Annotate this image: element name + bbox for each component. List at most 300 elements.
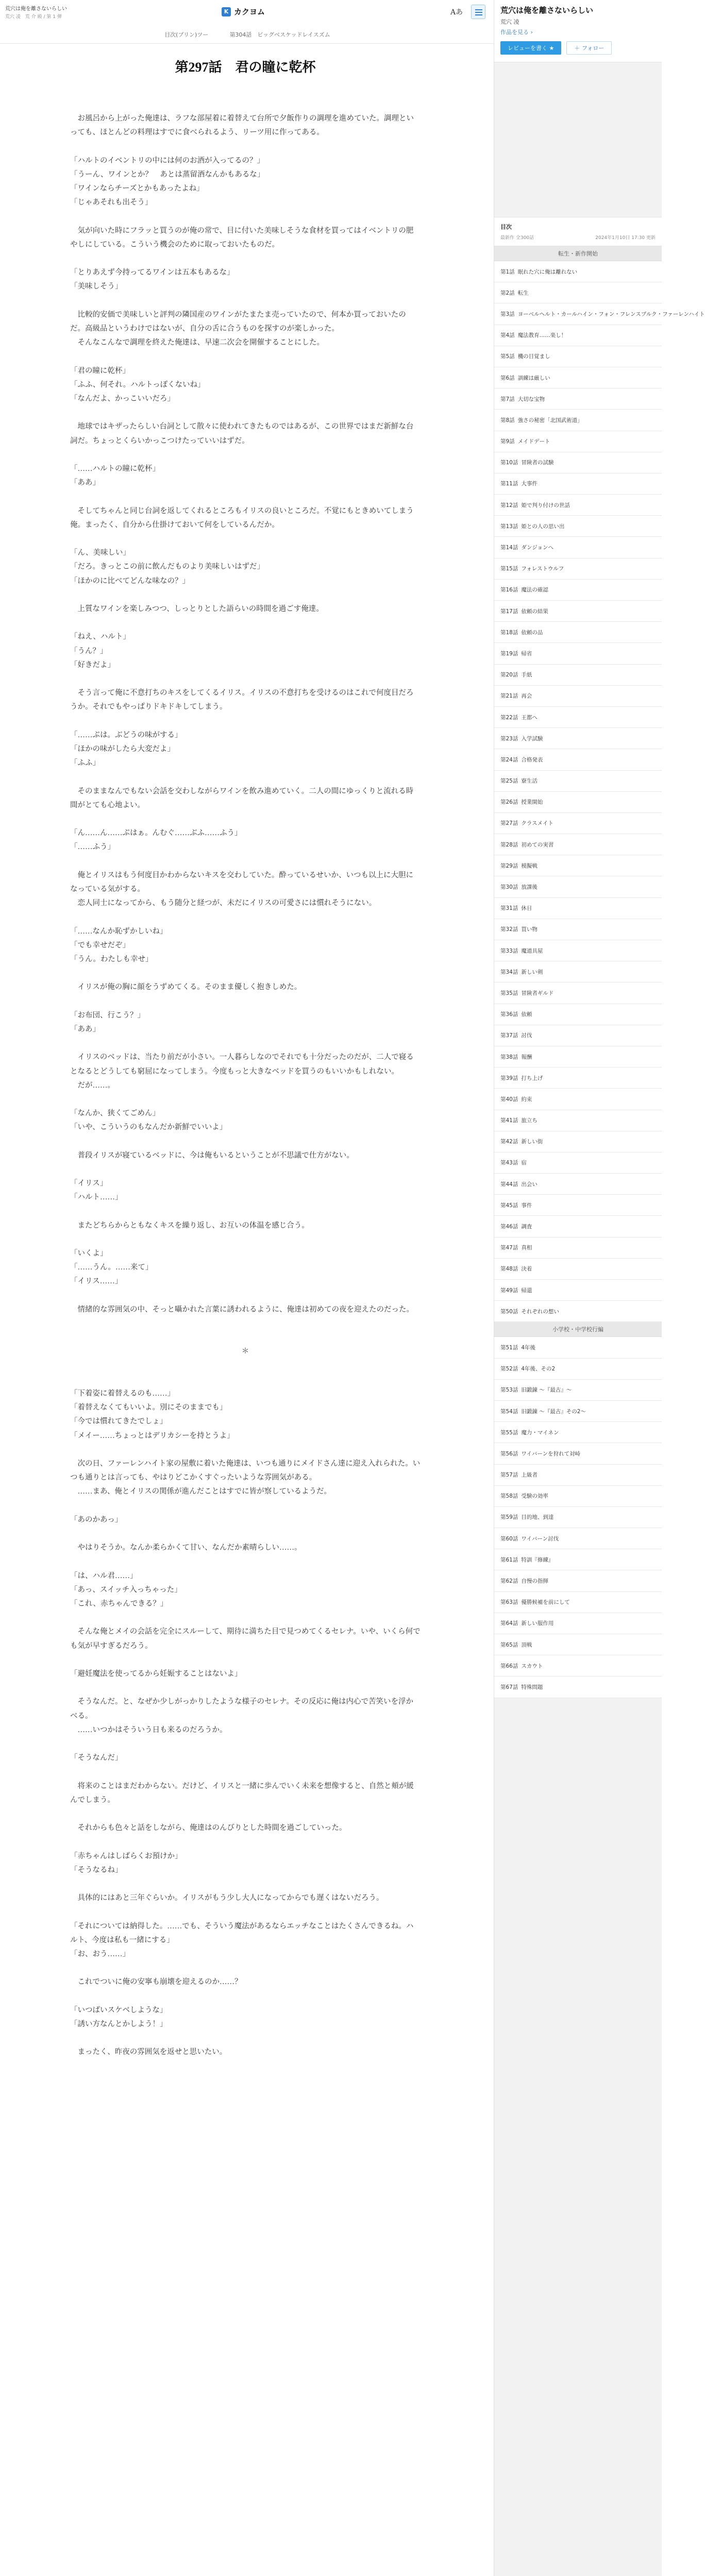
paragraph: 「メイー……ちょっとはデリカシーを持とうよ」 xyxy=(70,1431,234,1440)
toc-item[interactable] xyxy=(494,1280,662,1301)
sidebar xyxy=(494,0,705,2576)
toc-item-title: 休日 xyxy=(521,905,532,912)
paragraph xyxy=(70,616,421,630)
paragraph xyxy=(70,855,421,869)
toc-item-number: 第22話 xyxy=(500,714,518,721)
toc-item-number: 第65話 xyxy=(500,1641,518,1648)
toc-item[interactable] xyxy=(494,982,662,1004)
toc-item-number: 第51話 xyxy=(500,1344,518,1351)
toc-item-number: 第44話 xyxy=(500,1181,518,1188)
toc-item-title: 魔力・マイネン xyxy=(521,1429,559,1436)
site-name: カクヨム xyxy=(234,7,265,16)
paragraph: 「じゃあそれも出そう」 xyxy=(70,198,153,207)
toc-item-number: 第36話 xyxy=(500,1011,518,1018)
toc-item[interactable] xyxy=(494,1238,662,1259)
toc-item-number: 第14話 xyxy=(500,545,518,551)
toc-item-number: 第57話 xyxy=(500,1472,518,1479)
review-button[interactable]: レビューを書く ★ xyxy=(500,41,561,55)
header-work-info[interactable] xyxy=(5,4,149,20)
paragraph: 「……うん。……来て」 xyxy=(70,1263,153,1272)
toc-item-title: 出会い xyxy=(521,1181,538,1188)
paragraph: 「下着姿に着替えるのも……」 xyxy=(70,1389,175,1398)
toc-item[interactable] xyxy=(494,325,662,346)
toc-item-title: 転生 xyxy=(517,290,529,296)
toc-item-number: 第49話 xyxy=(500,1287,518,1294)
toc-item-title: 約束 xyxy=(521,1096,532,1103)
toc-item[interactable] xyxy=(494,1046,662,1067)
paragraph: 「ああ」 xyxy=(70,1025,100,1033)
toc-item-number: 第43話 xyxy=(500,1160,518,1166)
toc-meta-count: 最新作 全300話 xyxy=(500,235,534,241)
toc-item-title: 旧鍛錬 ～『最古』～ xyxy=(521,1387,572,1394)
toc-item[interactable] xyxy=(494,495,662,516)
toc-item-title: 姫で判り付けの世話 xyxy=(521,502,570,509)
toc-item-title: メイドデート xyxy=(517,438,550,445)
toc-item-number: 第7話 xyxy=(500,396,515,402)
toc-section-head-2: 小学校・中学校行編 xyxy=(494,1322,662,1337)
toc-item-title: 新しい街 xyxy=(521,1139,543,1145)
paragraph: 情緒的な雰囲気の中、そっと囁かれた言葉に誘われるように、俺達は初めての夜を迎えたのだった。 xyxy=(70,1305,414,1314)
paragraph: またどちらからともなくキスを繰り返し、お互いの体温を感じ合う。 xyxy=(70,1221,309,1230)
paragraph xyxy=(70,1765,421,1779)
paragraph: だが……。 xyxy=(70,1081,115,1090)
paragraph: 「これ、赤ちゃんできる？」 xyxy=(70,1600,168,1608)
toc-item-title: 眠れた穴に俺は離れない xyxy=(517,268,578,275)
toc-item-title: 依頼の結果 xyxy=(521,608,548,615)
paragraph xyxy=(70,1135,421,1149)
toc-item-title: 特訓『修練』 xyxy=(521,1556,554,1563)
toc-item-number: 第9話 xyxy=(500,438,515,445)
toc-item[interactable] xyxy=(494,1195,662,1216)
paragraph: 「ほかのに比べてどんな味なの？」 xyxy=(70,577,190,585)
sidebar-actions xyxy=(500,41,656,55)
toc-item-title: 王都へ xyxy=(521,714,538,721)
toc-item-title: 頂戦 xyxy=(521,1641,532,1648)
episode-text xyxy=(70,112,421,2060)
font-settings-button[interactable]: Aあ xyxy=(450,8,463,16)
toc-item[interactable] xyxy=(494,940,662,961)
toc-item-number: 第26話 xyxy=(500,799,518,806)
paragraph xyxy=(70,1835,421,1849)
toc-item[interactable] xyxy=(494,1259,662,1280)
paragraph xyxy=(70,1653,421,1667)
paragraph: 「ハルト……」 xyxy=(70,1193,123,1202)
paragraph xyxy=(70,1807,421,1821)
paragraph: そんな俺とメイの会話を完全にスルーして、期待に満ちた目で見つめてくるセレナ。いや、いくら何でも気が早すぎるだろう。 xyxy=(70,1628,421,1650)
paragraph: 「うーん、ワインとか？ あとは蒸留酒なんかもあるな」 xyxy=(70,170,265,179)
paragraph: 「着替えなくてもいいよ。別にそのままでも」 xyxy=(70,1403,227,1412)
toc-item-title: 優勝候補を前にして xyxy=(521,1599,570,1606)
toc-item-number: 第16話 xyxy=(500,587,518,594)
toc-item[interactable] xyxy=(494,1025,662,1046)
toc-item-number: 第6話 xyxy=(500,375,515,381)
paragraph: そう言って俺に不意打ちのキスをしてくるイリス。イリスの不意打ちを受けるのはこれで何度目だろうか。それでもやっぱりドキドキしてしまう。 xyxy=(70,689,414,711)
toc-item-number: 第21話 xyxy=(500,693,518,700)
toc-item-number: 第53話 xyxy=(500,1387,518,1394)
paragraph xyxy=(70,1555,421,1569)
paragraph: 「ねえ、ハルト」 xyxy=(70,633,130,641)
paragraph: 「……なんか恥ずかしいね」 xyxy=(70,927,167,936)
toc-item[interactable] xyxy=(494,1486,662,1507)
toc-item[interactable] xyxy=(494,1216,662,1237)
toc-item[interactable] xyxy=(494,1613,662,1634)
paragraph xyxy=(70,1499,421,1513)
toc-item[interactable] xyxy=(494,1676,662,1698)
toc-item-number: 第20話 xyxy=(500,672,518,679)
paragraph xyxy=(70,1373,421,1387)
toc-item-number: 第2話 xyxy=(500,290,515,296)
toc-item-title: 寮生活 xyxy=(521,778,538,785)
paragraph xyxy=(70,1359,421,1373)
toc-item-title: 強さの秘密「北国武術道」 xyxy=(517,417,583,423)
paragraph: 「ん……ん……ぷはぁ。んむぐ……ぶふ……ふう」 xyxy=(70,829,242,838)
toc-item-title: 4年後、その2 xyxy=(521,1366,556,1372)
paragraph xyxy=(70,1961,421,1975)
toc-item[interactable] xyxy=(494,749,662,770)
toc-item-title: 買い物 xyxy=(521,926,538,933)
toc-label: 目次 xyxy=(500,224,512,230)
toc-item[interactable] xyxy=(494,1004,662,1025)
toc-item[interactable] xyxy=(494,813,662,834)
toc-item-title: 新しい服作用 xyxy=(521,1620,554,1627)
toc-item[interactable] xyxy=(494,1131,662,1153)
toc-item-number: 第58話 xyxy=(500,1493,518,1500)
paragraph: 恋人同士になってから、もう随分と経つが、未だにイリスの可愛さには慣れそうにない。 xyxy=(70,899,377,908)
paragraph: そのままなんでもない会話を交わしながらワインを飲み進めていく。二人の間にゆっくりと流れる時間がとても心地よい。 xyxy=(70,787,414,809)
sidebar-work-title[interactable]: 荒穴は俺を離さないらしい xyxy=(500,6,594,15)
toc-item-title: 真相 xyxy=(521,1245,532,1251)
paragraph: 具体的にはあと三年ぐらいか。イリスがもう少し大人になってからでも遅くはないだろう。 xyxy=(70,1894,384,1903)
paragraph xyxy=(70,1289,421,1303)
toc-item-title: 訓練は厳しい xyxy=(517,375,550,381)
paragraph: 将来のことはまだわからない。だけど、イリスと一緒に歩んでいく未来を想像すると、自然と頬が緩んでしまう。 xyxy=(70,1782,414,1804)
kakuyomu-logo-icon: K xyxy=(222,7,231,16)
toc-item-number: 第29話 xyxy=(500,862,518,869)
toc-item-title: 放課後 xyxy=(521,884,538,891)
toc-item-title: フォレストウルフ xyxy=(521,566,564,572)
paragraph xyxy=(70,770,421,784)
paragraph: 「は、ハル君……」 xyxy=(70,1571,138,1580)
episode-nav xyxy=(0,29,495,41)
paragraph xyxy=(70,715,421,728)
sidebar-work-link[interactable]: 作品を見る › xyxy=(500,29,533,36)
toc-item[interactable] xyxy=(494,282,662,303)
paragraph: 「……ふう」 xyxy=(70,843,115,852)
toc-item-title: ワイバーンを狩れて対峙 xyxy=(521,1450,581,1457)
toc-item-number: 第37話 xyxy=(500,1032,518,1039)
toc-item-number: 第67話 xyxy=(500,1684,518,1690)
paragraph: 「ワインならチーズとかもあったよね」 xyxy=(70,184,204,193)
toc-item[interactable] xyxy=(494,1301,662,1322)
toc-item[interactable] xyxy=(494,728,662,749)
paragraph: 「うん？」 xyxy=(70,647,108,655)
paragraph xyxy=(70,1093,421,1107)
paragraph xyxy=(70,1233,421,1247)
toc-item[interactable] xyxy=(494,473,662,495)
paragraph: 「ほかの味がしたら大変だよ」 xyxy=(70,744,175,753)
paragraph xyxy=(70,910,421,924)
toc-item-number: 第59話 xyxy=(500,1514,518,1521)
toc-item-number: 第48話 xyxy=(500,1266,518,1273)
paragraph: そしてちゃんと同じ台詞を返してくれるところもイリスの良いところだ。不覚にもときめいてしまう俺。まったく、自分から仕掛けておいて何をしているんだか。 xyxy=(70,506,414,529)
toc-item-number: 第24話 xyxy=(500,756,518,763)
toc-info xyxy=(494,217,662,246)
toc-item[interactable] xyxy=(494,1359,662,1380)
paragraph: 「お、おう……」 xyxy=(70,1950,130,1958)
paragraph: やはりそうか。なんか柔らかくて甘い、なんだか素晴らしい……。 xyxy=(70,1544,302,1552)
paragraph: 「誘い方なんとかしよう！」 xyxy=(70,2020,167,2028)
paragraph: 「だろ。きっとこの前に飲んだものより美味しいはずだ」 xyxy=(70,563,264,571)
paragraph: 「赤ちゃんはしばらくお預けか」 xyxy=(70,1852,182,1860)
paragraph xyxy=(70,995,421,1009)
toc-item-title: 合格発表 xyxy=(521,756,543,763)
toc-item-title: 旅立ち xyxy=(521,1117,538,1124)
toc-item-title: 手紙 xyxy=(521,672,532,679)
toc-item-title: 宿 xyxy=(521,1160,527,1166)
toc-item[interactable] xyxy=(494,346,662,367)
toc-item-number: 第34話 xyxy=(500,969,518,975)
toc-item-title: 初めての実習 xyxy=(521,841,554,848)
toc-item-title: 旧鍛錬 ～『最古』その2～ xyxy=(521,1408,586,1415)
toc-item-number: 第4話 xyxy=(500,332,515,339)
toc-item-title: 大事件 xyxy=(521,481,538,487)
toc-item-title: 入学試験 xyxy=(521,735,543,742)
paragraph: 「……ハルトの瞳に乾杯」 xyxy=(70,464,160,473)
toc-list-2 xyxy=(494,1337,662,1698)
toc-item-number: 第39話 xyxy=(500,1075,518,1081)
toc-item[interactable] xyxy=(494,1465,662,1486)
toc-item[interactable] xyxy=(494,707,662,728)
toc-item-title: 自慢の指揮 xyxy=(521,1578,548,1585)
toc-item[interactable] xyxy=(494,431,662,452)
follow-button[interactable]: ＋ フォロー xyxy=(566,41,612,55)
toc-item-title: 特殊問題 xyxy=(521,1684,543,1690)
toc-item-number: 第42話 xyxy=(500,1139,518,1145)
toc-item[interactable] xyxy=(494,452,662,473)
toc-item[interactable] xyxy=(494,834,662,855)
toc-item-number: 第47話 xyxy=(500,1245,518,1251)
toc-item[interactable] xyxy=(494,1174,662,1195)
toc-item[interactable] xyxy=(494,1067,662,1089)
toc-item-number: 第66話 xyxy=(500,1663,518,1669)
paragraph xyxy=(70,294,421,308)
toc-item-title: 打ち上げ xyxy=(521,1075,543,1081)
toc-item[interactable] xyxy=(494,1401,662,1422)
paragraph xyxy=(70,1527,421,1541)
paragraph: 「ああ」 xyxy=(70,479,100,487)
toc-item-number: 第40話 xyxy=(500,1096,518,1103)
toc-item-number: 第13話 xyxy=(500,523,518,530)
toc-item-title: 再会 xyxy=(521,693,532,700)
toc-item-number: 第54話 xyxy=(500,1408,518,1415)
toc-item[interactable] xyxy=(494,1153,662,1174)
toc-item[interactable] xyxy=(494,410,662,431)
toc-item-number: 第23話 xyxy=(500,735,518,742)
toc-item-title: 大切な宝物 xyxy=(517,396,545,402)
toc-item[interactable] xyxy=(494,1380,662,1401)
toc-item-title: 事件 xyxy=(521,1202,532,1209)
toc-item-number: 第35話 xyxy=(500,990,518,996)
paragraph: 「いくよ」 xyxy=(70,1249,108,1258)
paragraph: 俺とイリスはもう何度目かわからないキスを交わしていた。酔っているせいか、いつも以上に大胆になっている気がする。 xyxy=(70,871,413,893)
toc-item[interactable] xyxy=(494,580,662,601)
toc-item-title: ダンジョンへ xyxy=(521,545,554,551)
toc-item-title: 冒険者の試験 xyxy=(521,460,554,466)
paragraph xyxy=(70,210,421,224)
toc-item[interactable] xyxy=(494,1443,662,1464)
toc-item[interactable] xyxy=(494,1634,662,1655)
sidebar-author[interactable]: 荒穴 凌 xyxy=(500,19,519,25)
toc-item-number: 第61話 xyxy=(500,1556,518,1563)
toc-section-head: 転生・新作開始 xyxy=(494,246,662,261)
paragraph: 「お布団、行こう？」 xyxy=(70,1011,145,1020)
paragraph: 次の日、ファーレンハイト家の屋敷に着いた俺達は、いつも通りにメイドさん達に迎え入れられた。いつも通りとは言っても、やはりどこかくすぐったいような雰囲気がある。 xyxy=(70,1460,421,1482)
paragraph: 地球ではキザったらしい台詞として散々に使われてきたものではあるが、この世界ではまだ新鮮な台詞だ。ちょっとくらいかっこつけたっていいはずだ。 xyxy=(70,422,414,445)
paragraph: 普段イリスが寝ているベッドに、今は俺もいるということが不思議で仕方がない。 xyxy=(70,1151,354,1160)
paragraph xyxy=(70,1443,421,1457)
paragraph xyxy=(70,1317,421,1331)
paragraph xyxy=(70,448,421,462)
toc-item[interactable] xyxy=(494,537,662,558)
toc-item-title: 受験の効率 xyxy=(521,1493,548,1500)
paragraph xyxy=(70,1611,421,1625)
paragraph: イリスのベッドは、当たり前だが小さい。一人暮らしなのでそれでも十分だったのだが、二人で寝るとなるとどうしても窮屈になってしまう。今度もっと大きなベッドを買うのもいいかもしれない。 xyxy=(70,1053,414,1076)
toc-item[interactable] xyxy=(494,1570,662,1591)
toc-item[interactable] xyxy=(494,516,662,537)
toc-item-number: 第28話 xyxy=(500,841,518,848)
paragraph: 「でも幸せだぞ」 xyxy=(70,941,130,950)
paragraph: 「ふふ、何それ。ハルトっぽくないね」 xyxy=(70,380,205,389)
toc-item-number: 第38話 xyxy=(500,1054,518,1060)
current-episode-link[interactable]: 第304話 ビッグベスケッドレイスズム xyxy=(229,31,330,38)
paragraph: 「いつばいスケベしような」 xyxy=(70,2006,167,2014)
toc-item[interactable] xyxy=(494,1110,662,1131)
toc-item-title: 討伐 xyxy=(521,1032,532,1039)
toc-item[interactable] xyxy=(494,622,662,643)
toc-item[interactable] xyxy=(494,1528,662,1549)
toc-item-number: 第3話 xyxy=(500,311,515,317)
paragraph: 「好きだよ」 xyxy=(70,660,115,669)
prev-episode-link[interactable]: 目次(プリン)ツー xyxy=(164,31,209,38)
toc-item[interactable] xyxy=(494,898,662,919)
toc-item-title: 帰省 xyxy=(521,650,532,657)
toc-item-title: それぞれの想い xyxy=(521,1308,559,1315)
toc-item[interactable] xyxy=(494,876,662,897)
toc-item[interactable] xyxy=(494,961,662,982)
toc-item[interactable] xyxy=(494,771,662,792)
toc-item-number: 第1話 xyxy=(500,268,515,275)
toc-item[interactable] xyxy=(494,1507,662,1528)
paragraph xyxy=(70,967,421,980)
toc-item[interactable] xyxy=(494,601,662,622)
toc-item-number: 第18話 xyxy=(500,629,518,636)
episode-title: 第297話 君の瞳に乾杯 xyxy=(175,60,316,75)
toc-item[interactable] xyxy=(494,1592,662,1613)
toc-item-title: 目的地、到達 xyxy=(521,1514,554,1521)
paragraph xyxy=(70,406,421,420)
toc-item[interactable] xyxy=(494,558,662,580)
toc-item[interactable] xyxy=(494,1655,662,1676)
toc-item-title: 魔法教育……楽し！ xyxy=(517,332,567,339)
toc-item-title: 決着 xyxy=(521,1266,532,1273)
header-work-title[interactable]: 荒穴は俺を離さないらしい xyxy=(5,6,67,12)
toc-item[interactable] xyxy=(494,261,662,282)
toc-item-title: 依頼 xyxy=(521,1011,532,1018)
paragraph: 「避妊魔法を使ってるから妊娠することはないよ」 xyxy=(70,1669,242,1678)
toc-item-number: 第62話 xyxy=(500,1578,518,1585)
paragraph xyxy=(70,1990,421,2004)
toc-item-number: 第56話 xyxy=(500,1450,518,1457)
paragraph: 「あっ、スイッチ入っちゃった」 xyxy=(70,1585,182,1594)
toc-item-title: 帰還 xyxy=(521,1287,532,1294)
paragraph: 「君の瞳に乾杯」 xyxy=(70,366,130,375)
paragraph: 「……ぷは。ぶどうの味がする」 xyxy=(70,731,182,739)
toc-item-title: 魔道具屋 xyxy=(521,947,543,954)
paragraph xyxy=(70,1905,421,1919)
toc-item-title: 冒険者ギルド xyxy=(521,990,554,996)
toc-item-title: クラスメイト xyxy=(521,820,553,827)
toc-item[interactable] xyxy=(494,367,662,388)
toc-item-title: ヨーベルヘルト・カールハイン・フォン・フレンスブルク・ファーレンハイト xyxy=(517,311,705,317)
paragraph: 「うん。わたしも幸せ」 xyxy=(70,955,153,963)
paragraph: これでついに俺の安寧も崩壊を迎えるのか……？ xyxy=(70,1978,242,1987)
toc-item-title: 調査 xyxy=(521,1224,532,1230)
toc-item-number: 第50話 xyxy=(500,1308,518,1315)
toc-item[interactable] xyxy=(494,686,662,707)
toc-item-title: ワイバーン討伐 xyxy=(521,1535,559,1542)
toc-item[interactable] xyxy=(494,1422,662,1443)
toc-item[interactable] xyxy=(494,919,662,940)
toc-item-title: 4年後 xyxy=(521,1344,536,1351)
paragraph: 「イリス」 xyxy=(70,1179,108,1188)
toc-item[interactable] xyxy=(494,1337,662,1358)
toc-item-title: 模擬戦 xyxy=(521,862,538,869)
toc-item-title: 姫との人の思い出 xyxy=(521,523,565,530)
toc-item[interactable] xyxy=(494,792,662,813)
menu-icon[interactable] xyxy=(471,5,485,19)
paragraph: 「とりあえず今持ってるワインは五本もあるな」 xyxy=(70,268,234,277)
toc-item[interactable] xyxy=(494,303,705,325)
toc-item-number: 第25話 xyxy=(500,778,518,785)
toc-item-number: 第45話 xyxy=(500,1202,518,1209)
paragraph: 「美味しそう」 xyxy=(70,282,123,291)
paragraph: 「そうなんだ」 xyxy=(70,1754,123,1762)
toc-item-title: スカウト xyxy=(521,1663,543,1669)
toc-item[interactable] xyxy=(494,388,662,410)
paragraph: 比較的安価で美味しいと評判の隣国産のワインがたまたま売っていたので、何本か買っておいたのだ。高級品というわけではないが、自分の舌に合うものを探すのが楽しかった。 xyxy=(70,310,406,333)
site-logo[interactable] xyxy=(222,6,265,17)
toc-meta-updated: 2024年1月10日 17:30 更新 xyxy=(595,235,656,241)
paragraph xyxy=(70,2031,421,2045)
toc-item-number: 第60話 xyxy=(500,1535,518,1542)
paragraph: 「ん、美味しい」 xyxy=(70,549,130,557)
toc-item[interactable] xyxy=(494,643,662,664)
paragraph: 「ふふ」 xyxy=(70,759,100,768)
toc-item[interactable] xyxy=(494,1089,662,1110)
toc-item-number: 第63話 xyxy=(500,1599,518,1606)
toc-item[interactable] xyxy=(494,1549,662,1570)
paragraph: 「なんだよ、かっこいいだろ」 xyxy=(70,394,175,403)
toc-item[interactable] xyxy=(494,665,662,686)
toc-item-number: 第8話 xyxy=(500,417,515,423)
paragraph: ……いつかはそういう日も来るのだろうか。 xyxy=(70,1725,227,1734)
toc-item-title: 新しい剣 xyxy=(521,969,543,975)
toc-item[interactable] xyxy=(494,855,662,876)
paragraph: そうなんだ。と、なぜか少しがっかりしたような様子のセレナ。その反応に俺は内心で苦笑いを浮かべる。 xyxy=(70,1698,413,1720)
paragraph xyxy=(70,140,421,154)
paragraph: お風呂から上がった俺達は、ラフな部屋着に着替えて台所で夕飯作りの調理を進めていた。調理といっても、ほとんどの料理はすでに食べられるよう、リーツ用に作ってある。 xyxy=(70,114,414,137)
toc-item-number: 第12話 xyxy=(500,502,518,509)
